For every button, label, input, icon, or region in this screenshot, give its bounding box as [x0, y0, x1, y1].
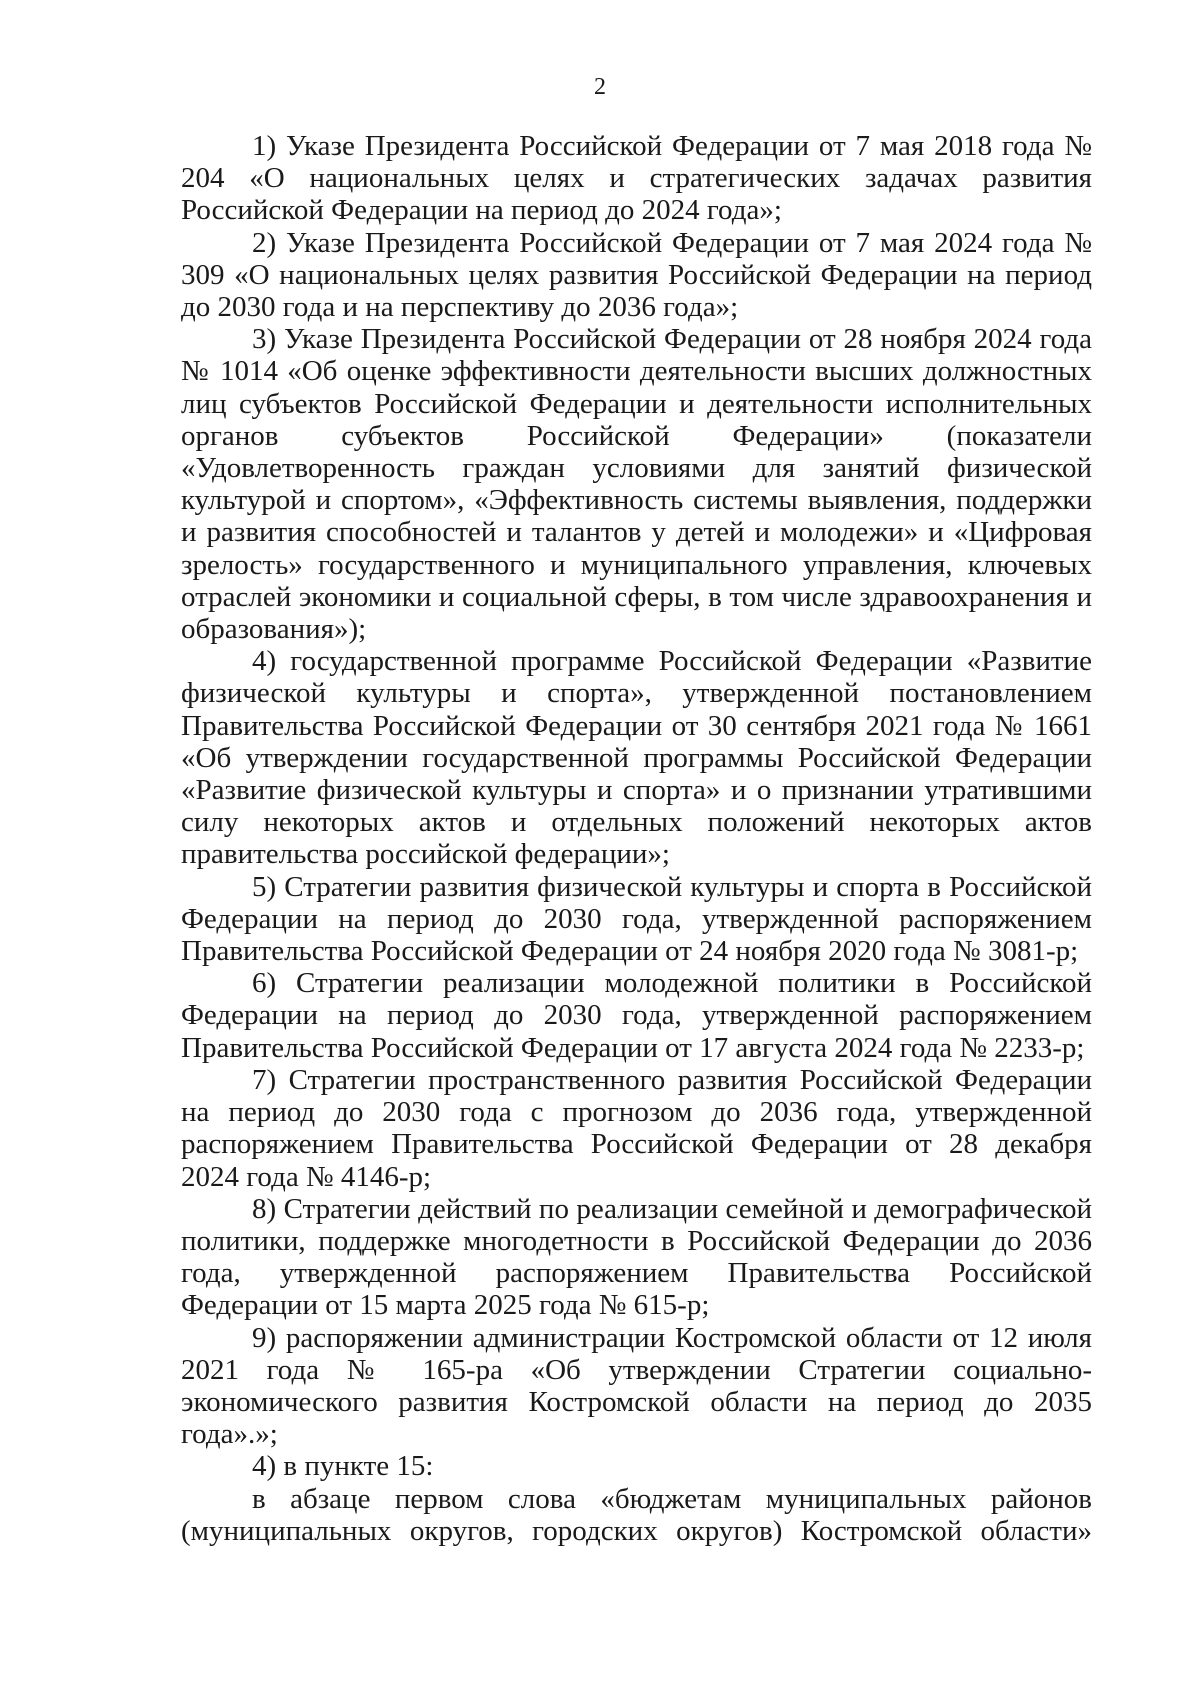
- paragraph-4: 4) государственной программе Российской Федерации «Развитие физической культуры и спорта», утвержденной постановлением Правительства Российской Федерации от 30 сентября 2021 года № 1661 «Об утверждении государственной программы Российской Федерации «Развитие физической культуры и спорта» и о признании утратившими силу некоторых актов и отдельных положений некоторых актов правительства российской федерации»;: [181, 645, 1092, 871]
- paragraph-5: 5) Стратегии развития физической культуры и спорта в Российской Федерации на период до 2030 года, утвержденной распоряжением Правительства Российской Федерации от 24 ноября 2020 года № 3081-р;: [181, 870, 1092, 968]
- paragraph-10: 4) в пункте 15:: [252, 1450, 434, 1483]
- paragraph-1: 1) Указе Президента Российской Федерации от 7 мая 2018 года № 204 «О национальных целях и стратегических задачах развития Российской Федерации на период до 2024 года»;: [181, 130, 1092, 227]
- page-number: 2: [594, 74, 606, 100]
- paragraph-7: 7) Стратегии пространственного развития Российской Федерации на период до 2030 года с прогнозом до 2036 года, утвержденной распоряжением Правительства Российской Федерации от 28 декабря 2024 года № 4146-р;: [181, 1063, 1092, 1193]
- paragraph-2: 2) Указе Президента Российской Федерации от 7 мая 2024 года № 309 «О национальных целях развития Российской Федерации на период до 2030 года и на перспективу до 2036 года»;: [181, 226, 1092, 324]
- document-body: [181, 130, 1092, 1547]
- paragraph-9: 9) распоряжении администрации Костромской области от 12 июля 2021 года № 165-ра «Об утверждении Стратегии социально-экономического развития Костромской области на период до 2035 года».»;: [181, 1321, 1092, 1451]
- paragraph-6: 6) Стратегии реализации молодежной политики в Российской Федерации на период до 2030 года, утвержденной распоряжением Правительства Российской Федерации от 17 августа 2024 года № 2233-р;: [181, 967, 1092, 1064]
- paragraph-11: в абзаце первом слова «бюджетам муниципальных районов (муниципальных округов, городских округов) Костромской области»: [181, 1482, 1092, 1547]
- paragraph-3: 3) Указе Президента Российской Федерации от 28 ноября 2024 года № 1014 «Об оценке эффективности деятельности высших должностных лиц субъектов Российской Федерации и деятельности исполнительных органов субъектов Российской Федерации» (показатели «Удовлетворенность граждан условиями для занятий физической культурой и спортом», «Эффективность системы выявления, поддержки и развития способностей и талантов у детей и молодежи» и «Цифровая зрелость» государственного и муниципального управления, ключевых отраслей экономики и социальной сферы, в том числе здравоохранения и образования»);: [181, 323, 1092, 646]
- paragraph-8: 8) Стратегии действий по реализации семейной и демографической политики, поддержке многодетности в Российской Федерации до 2036 года, утвержденной распоряжением Правительства Российской Федерации от 15 марта 2025 года № 615-р;: [181, 1192, 1092, 1322]
